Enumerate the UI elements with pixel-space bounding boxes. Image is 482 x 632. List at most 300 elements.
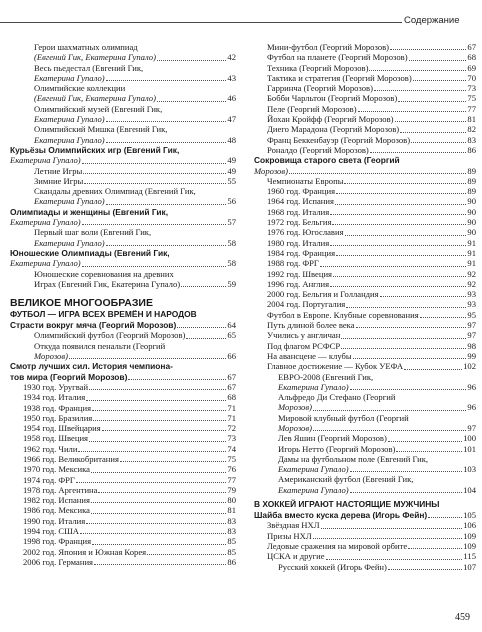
dot-leader [177,327,226,328]
toc-entry-title: Американский футбол (Евгений Гик, [278,474,414,485]
toc-page-number: 72 [227,423,236,434]
toc-entry-title: Звёздная НХЛ [267,520,320,531]
toc-entry-title: Страсти вокруг мяча (Георгий Морозов) [10,320,177,331]
toc-entry[interactable] [254,341,476,351]
toc-page-number: 99 [467,350,476,361]
toc-entry-title: ЕВРО-2008 (Евгений Гик, [278,371,374,382]
toc-entry-title: 1996 год. Англия [267,278,330,289]
toc-entry[interactable] [254,279,476,289]
toc-entry[interactable] [254,52,476,62]
toc-page-number: 92 [467,268,476,279]
toc-page-number: 70 [467,72,476,83]
toc-entry-title: Летние Игры [34,165,83,176]
toc-entry[interactable] [254,73,476,83]
toc-entry-title: Лев Яшин (Георгий Морозов) [278,433,387,444]
toc-entry-title: Чемпионаты Европы [267,175,344,186]
toc-entry-title: Дамы на футбольном поле (Евгений Гик, [278,453,429,464]
toc-entry-title: 1994 год. США [23,526,79,537]
toc-entry[interactable] [10,320,236,330]
toc-entry[interactable] [254,551,476,561]
toc-page-number: 49 [227,165,236,176]
toc-entry[interactable] [10,392,236,402]
toc-entry[interactable] [10,227,236,237]
toc-entry[interactable] [10,114,236,124]
toc-entry[interactable] [254,444,476,454]
toc-entry[interactable] [10,547,236,557]
toc-page-number: 82 [467,124,476,135]
toc-entry-title: Екатерина Гупало) [34,196,105,207]
toc-page-number: 58 [227,237,236,248]
toc-entry[interactable] [10,238,236,248]
toc-entry-title: 1984 год. Франция [267,247,336,258]
dot-leader [92,410,226,411]
toc-entry[interactable] [10,330,236,340]
toc-entry[interactable] [254,166,476,176]
toc-page-number: 107 [463,561,476,572]
toc-page-number: 91 [467,258,476,269]
dot-leader [86,523,226,524]
toc-page-number: 77 [467,103,476,114]
toc-entry[interactable] [10,73,236,83]
toc-page-number: 69 [467,62,476,73]
toc-entry-title: 1990 год. Италия [23,515,86,526]
dot-leader [89,441,226,442]
dot-leader [102,430,227,431]
toc-page-number: 67 [227,371,236,382]
dot-leader [390,49,466,50]
toc-entry[interactable] [254,433,476,443]
toc-page-number: 96 [467,381,476,392]
dot-leader [335,204,466,205]
toc-entry-title: 2004 год. Португалия [267,299,346,310]
dot-leader [408,548,462,549]
toc-entry-title: Техника (Георгий Морозов) [267,62,369,73]
toc-entry-title: Зимние Игры [34,175,84,186]
dot-leader [356,327,467,328]
toc-entry-title: тов мира (Георгий Морозов) [10,371,128,382]
toc-entry-title: 1992 год. Швеция [267,268,333,279]
toc-column-right [254,42,476,572]
dot-leader [82,163,227,164]
dot-leader [86,400,226,401]
dot-leader [89,389,226,390]
toc-entry[interactable] [10,475,236,485]
toc-entry[interactable] [10,413,236,423]
toc-entry[interactable] [10,495,236,505]
toc-entry[interactable] [254,155,476,165]
dot-leader [350,492,462,493]
toc-page-number: 66 [227,351,236,362]
toc-entry-title: 1972 год. Бельгия [267,217,332,228]
toc-page-number: 97 [467,330,476,341]
toc-entry-title: Пеле (Георгий Морозов) [267,103,357,114]
toc-entry-title: 1954 год. Швейцария [23,423,101,434]
toc-entry-title: Екатерина Гупало) [278,381,349,392]
toc-entry-title: 1986 год. Мексика [23,505,90,516]
toc-entry-title: 1966 год. Великобритания [23,453,119,464]
toc-entry[interactable] [10,454,236,464]
toc-entry-title: Футбол на планете (Георгий Морозов) [267,52,408,63]
toc-entry-title: Курьёзы Олимпийских игр (Евгений Гик, [10,144,180,155]
toc-page-number: 103 [463,464,476,475]
dot-leader [91,513,226,514]
toc-entry-title: Откуда появился пенальти (Георгий [34,340,166,351]
dot-leader [330,214,466,215]
toc-entry-title: 1970 год. Мексика [23,464,90,475]
dot-leader [78,451,226,452]
toc-entry[interactable] [254,63,476,73]
toc-entry[interactable] [254,310,476,320]
toc-entry[interactable] [254,392,476,402]
toc-page-number: 106 [463,520,476,531]
dot-leader [336,255,466,256]
toc-entry-title: 2006 год. Германия [23,556,94,567]
toc-entry[interactable] [254,320,476,330]
toc-page-number: 105 [463,510,476,521]
toc-entry-title: 1988 год. ФРГ [267,258,319,269]
toc-page-number: 71 [227,412,236,423]
toc-entry[interactable] [254,289,476,299]
toc-entry[interactable] [10,444,236,454]
toc-entry[interactable] [10,269,236,279]
toc-page-number: 89 [467,186,476,197]
toc-page-number: 81 [227,505,236,516]
toc-entry[interactable] [254,541,476,551]
toc-entry-title: 1974 год. ФРГ [23,474,75,485]
dot-leader [341,348,466,349]
toc-page-number: 75 [227,453,236,464]
toc-page-number: 79 [227,484,236,495]
toc-entry-title: Екатерина Гупало) [34,72,105,83]
toc-entry[interactable] [10,104,236,114]
dot-leader [76,482,227,483]
dot-leader [128,379,226,380]
dot-leader [313,410,466,411]
dot-leader [69,358,226,359]
dot-leader [330,245,466,246]
toc-entry[interactable] [10,124,236,134]
toc-page-number: 75 [467,93,476,104]
toc-page-number: 77 [227,474,236,485]
toc-entry-title: Олимпийские коллекции [34,83,126,94]
toc-entry[interactable] [254,510,476,520]
toc-entry-title: Мировой клубный футбол (Георгий [278,412,409,423]
dot-leader [120,461,226,462]
dot-leader [321,528,463,529]
toc-entry[interactable] [254,227,476,237]
toc-entry[interactable] [254,351,476,361]
toc-entry[interactable] [10,248,236,258]
toc-entry[interactable] [10,196,236,206]
toc-entry-title: Сокровища старого света (Георгий [254,155,400,166]
dot-leader [106,80,227,81]
toc-entry-title: Игорь Нетто (Георгий Морозов) [278,443,396,454]
dot-leader [344,183,466,184]
toc-page-number: 68 [467,52,476,63]
toc-entry-title: 2000 год. Бельгия и Голландия [267,289,379,300]
toc-entry[interactable] [10,516,236,526]
toc-entry-title: 2002 год. Япония и Южная Корея [23,546,147,557]
toc-entry[interactable] [254,207,476,217]
toc-entry[interactable] [10,485,236,495]
toc-entry-title: Морозов) [34,351,68,362]
dot-leader [326,559,463,560]
toc-page-number: 48 [227,134,236,145]
toc-entry[interactable] [10,464,236,474]
dot-leader [404,369,462,370]
toc-page-number: 59 [227,278,236,289]
toc-entry[interactable] [254,402,476,412]
toc-entry[interactable] [254,176,476,186]
dot-leader [333,276,466,277]
toc-entry-title: Екатерина Гупало) [278,484,349,495]
toc-entry[interactable] [10,423,236,433]
toc-entry-title: Шайба вместо куска дерева (Игорь Фейн) [254,510,428,521]
dot-leader [83,173,226,174]
toc-entry-title: ЦСКА и другие [267,551,325,562]
toc-entry[interactable] [254,104,476,114]
toc-entry-title: Тактика и стратегия (Георгий Морозов) [267,72,412,83]
toc-entry[interactable] [10,83,236,93]
toc-entry-title: Диего Марадона (Георгий Морозов) [267,124,400,135]
toc-entry[interactable] [10,536,236,546]
toc-entry[interactable] [10,279,236,289]
header-title: Содержание [404,15,460,26]
toc-entry-title: Екатерина Гупало) [10,217,81,228]
toc-entry[interactable] [254,330,476,340]
toc-column-left [10,42,236,567]
dot-leader [358,111,467,112]
toc-entry-title: Бобби Чарльтон (Георгий Морозов) [267,93,398,104]
toc-entry-title: Призы НХЛ [267,530,312,541]
toc-entry[interactable] [10,135,236,145]
toc-entry-title: Гарринча (Георгий Морозов) [267,83,373,94]
dot-leader [313,538,462,539]
toc-entry[interactable] [10,155,236,165]
toc-entry[interactable] [10,351,236,361]
toc-entry-title: 1962 год. Чили [23,443,78,454]
dot-leader [106,204,227,205]
subsection-heading: ФУТБОЛ — ИГРА ВСЕХ ВРЕМЁН И НАРОДОВ [10,309,197,320]
toc-entry[interactable] [254,248,476,258]
toc-page-number: 97 [467,422,476,433]
toc-entry[interactable] [254,124,476,134]
toc-page-number: 83 [227,515,236,526]
toc-entry-title: Олимпийский музей (Евгений Гик, [34,103,163,114]
toc-page-number: 73 [227,433,236,444]
toc-entry-title: Олимпийский Мишка (Евгений Гик, [34,124,168,135]
toc-entry[interactable] [10,145,236,155]
toc-entry[interactable] [10,42,236,52]
toc-entry-title: 1960 год. Франция [267,186,336,197]
toc-entry-title: На авансцене — клубы [267,350,352,361]
toc-page-number: 71 [227,402,236,413]
toc-entry[interactable] [254,238,476,248]
section-heading: ВЕЛИКОЕ МНОГООБРАЗИЕ [10,297,153,310]
subsection-heading: В ХОККЕЙ ИГРАЮТ НАСТОЯЩИЕ МУЖЧИНЫ [254,499,440,510]
dot-leader [289,173,466,174]
toc-entry[interactable] [254,83,476,93]
dot-leader [353,358,467,359]
toc-entry-title: (Евгений Гик, Екатерина Гупало) [34,93,156,104]
toc-page-number: 91 [467,247,476,258]
toc-page-number: 64 [227,320,236,331]
toc-entry-title: 1998 год. Франция [23,536,92,547]
dot-leader [380,296,467,297]
toc-page-number: 101 [463,443,476,454]
dot-leader [345,235,467,236]
toc-entry[interactable] [254,464,476,474]
toc-page-number: 83 [227,526,236,537]
toc-entry[interactable] [10,403,236,413]
toc-page-number: 109 [463,540,476,551]
toc-entry[interactable] [10,557,236,567]
toc-entry[interactable] [254,42,476,52]
toc-page-number: 49 [227,155,236,166]
toc-entry[interactable] [10,186,236,196]
toc-page-number: 102 [463,361,476,372]
toc-entry[interactable] [10,341,236,351]
dot-leader [93,420,226,421]
toc-entry-title: 1964 год. Испания [267,196,334,207]
dot-leader [369,70,466,71]
toc-entry[interactable] [10,207,236,217]
toc-entry[interactable] [254,258,476,268]
dot-leader [82,266,227,267]
toc-entry[interactable] [254,269,476,279]
dot-leader [157,60,226,61]
toc-entry[interactable] [254,413,476,423]
toc-page-number: 68 [227,392,236,403]
toc-entry[interactable] [10,258,236,268]
toc-entry-title: Смотр лучших сил. История чемпиона- [10,361,173,372]
toc-page-number: 56 [227,196,236,207]
toc-entry-title: Главное достижение — Кубок УЕФА [267,361,404,372]
toc-entry[interactable] [10,372,236,382]
toc-entry[interactable] [10,526,236,536]
dot-leader [388,441,462,442]
toc-entry[interactable] [254,196,476,206]
toc-entry-title: (Евгений Гик, Екатерина Гупало) [34,52,156,63]
toc-entry[interactable] [10,52,236,62]
toc-entry[interactable] [254,186,476,196]
toc-page-number: 85 [227,536,236,547]
toc-page-number: 46 [227,93,236,104]
toc-page-number: 58 [227,258,236,269]
toc-entry-title: Морозов) [278,422,312,433]
toc-page-number: 90 [467,227,476,238]
toc-entry[interactable] [254,135,476,145]
toc-entry-title: 1938 год. Франция [23,402,92,413]
toc-entry-title: Мини-футбол (Георгий Морозов) [267,42,390,52]
dot-leader [374,90,466,91]
dot-leader [82,224,227,225]
toc-entry-title: Под флагом РСФСР [267,340,341,351]
dot-leader [350,471,462,472]
toc-page-number: 67 [227,381,236,392]
toc-page-number: 98 [467,340,476,351]
toc-entry[interactable] [254,485,476,495]
page-number: 459 [455,612,470,623]
toc-page-number: 80 [227,495,236,506]
dot-leader [186,338,226,339]
toc-entry-title: Альфредо Ди Стефано (Георгий [278,392,396,403]
toc-entry[interactable] [254,454,476,464]
toc-entry-title: 1976 год. Югославия [267,227,344,238]
dot-leader [80,533,226,534]
toc-page-number: 92 [467,278,476,289]
toc-entry[interactable] [254,520,476,530]
toc-entry[interactable] [254,299,476,309]
toc-entry[interactable] [10,433,236,443]
toc-entry-title: Йохан Кройфф (Георгий Морозов) [267,114,394,125]
toc-page-number: 93 [467,299,476,310]
toc-entry[interactable] [254,423,476,433]
toc-page-number: 104 [463,484,476,495]
toc-entry[interactable] [10,505,236,515]
toc-entry-title: Екатерина Гупало) [34,237,105,248]
toc-entry[interactable] [254,372,476,382]
toc-entry-title: 1968 год. Италия [267,206,330,217]
toc-page-number: 89 [467,165,476,176]
dot-leader [157,101,226,102]
toc-entry[interactable] [254,531,476,541]
toc-entry[interactable] [10,382,236,392]
toc-entry-title: Екатерина Гупало) [10,155,81,166]
toc-page-number: 109 [463,530,476,541]
dot-leader [106,142,227,143]
toc-entry[interactable] [254,382,476,392]
toc-page-number: 90 [467,196,476,207]
dot-leader [330,286,466,287]
toc-entry[interactable] [10,93,236,103]
toc-entry[interactable] [254,562,476,572]
toc-entry-title: Русский хоккей (Игорь Фейн) [278,561,387,572]
toc-entry-title: Екатерина Гупало) [10,258,81,269]
dot-leader [341,338,466,339]
toc-page-number: 86 [467,144,476,155]
dot-leader [413,80,467,81]
toc-entry[interactable] [10,166,236,176]
toc-page-number: 42 [227,52,236,63]
dot-leader [320,266,467,267]
toc-entry[interactable] [10,217,236,227]
toc-entry[interactable] [10,63,236,73]
toc-entry[interactable] [254,217,476,227]
dot-leader [181,286,226,287]
toc-page-number: 96 [467,402,476,413]
dot-leader [395,121,467,122]
toc-entry[interactable] [10,361,236,371]
toc-page-number: 100 [463,433,476,444]
running-header [0,14,482,30]
dot-leader [400,132,466,133]
toc-entry[interactable] [254,114,476,124]
toc-entry-title: Учились у англичан [267,330,341,341]
toc-entry[interactable] [254,145,476,155]
dot-leader [313,430,466,431]
toc-page-number: 57 [227,217,236,228]
toc-entry-title: Юношеские Олимпиады (Евгений Гик, [10,247,170,258]
toc-entry[interactable] [10,176,236,186]
toc-entry[interactable] [254,474,476,484]
toc-entry-title: 1950 год. Бразилия [23,412,93,423]
toc-entry[interactable] [254,361,476,371]
toc-page-number: 81 [467,114,476,125]
toc-entry-title: Екатерина Гупало) [34,134,105,145]
toc-entry[interactable] [254,93,476,103]
dot-leader [336,193,466,194]
